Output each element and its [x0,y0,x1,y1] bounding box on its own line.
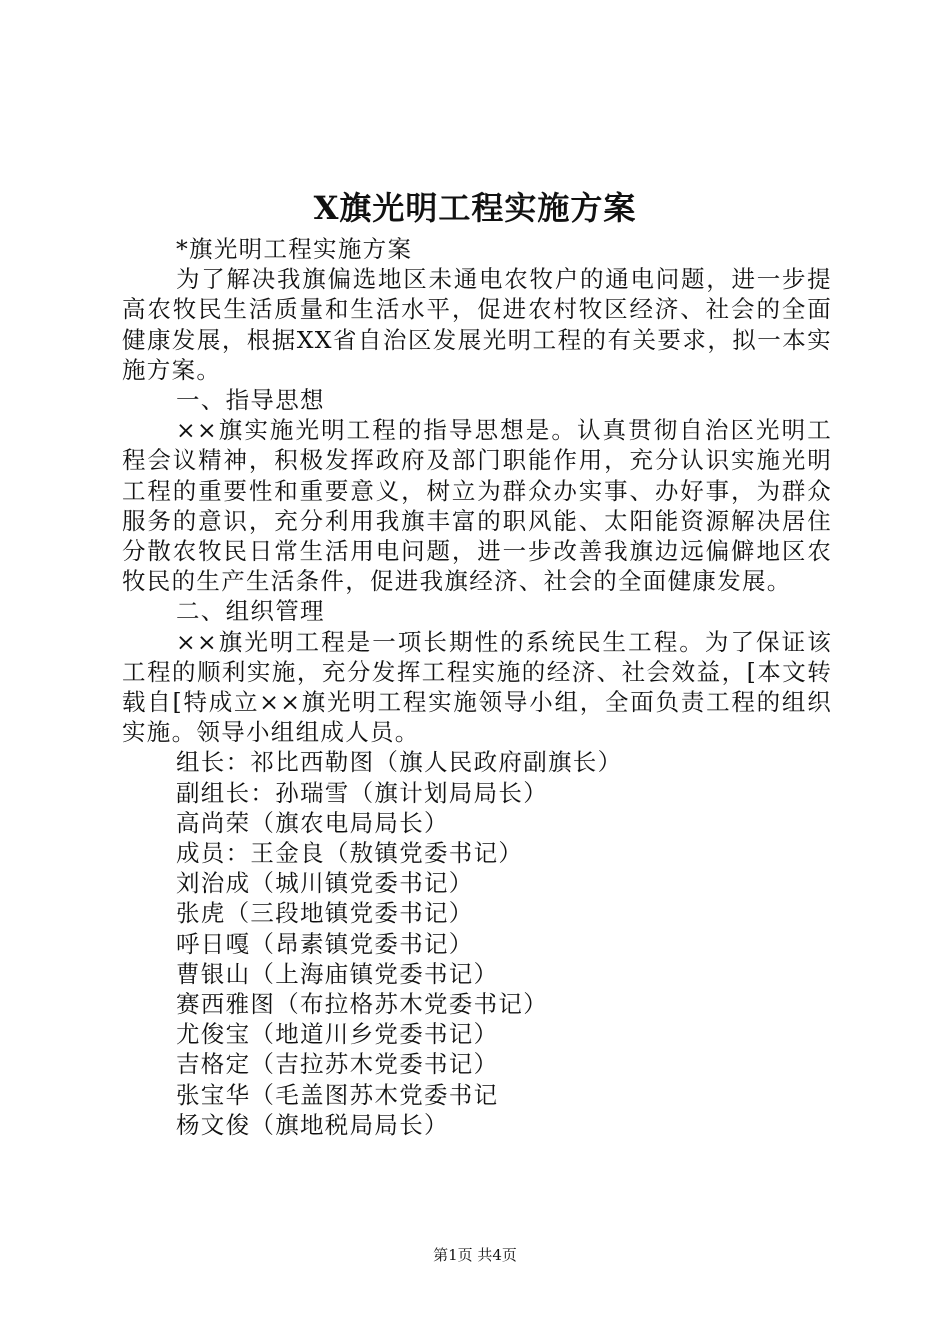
member-line: 组长：祁比西勒图（旗人民政府副旗长） [176,748,623,777]
page-footer: 第1页 共4页 [433,1246,517,1264]
document-title: X旗光明工程实施方案 [313,189,637,227]
member-line: 赛西雅图（布拉格苏木党委书记） [176,990,548,1019]
organization-paragraph: ××旗光明工程是一项长期性的系统民生工程。为了保证该工程的顺利实施，充分发挥工程实施的经济、社会效益，[本文转载自[特成立××旗光明工程实施领导小组，全面负责工程的组织实施。领导小组组成人员。 [122,627,832,747]
member-list [122,747,832,1140]
member-line: 尤俊宝（地道川乡党委书记） [176,1020,499,1049]
member-line: 呼日嘎（昂素镇党委书记） [176,929,474,958]
intro-paragraph: 为了解决我旗偏选地区未通电农牧户的通电问题，进一步提高农牧民生活质量和生活水平，促进农村牧区经济、社会的全面健康发展，根据XX省自治区发展光明工程的有关要求，拟一本实施方案。 [122,265,832,384]
section-heading-guiding-ideology: 一、指导思想 [176,386,325,415]
member-line: 刘治成（城川镇党委书记） [176,869,474,898]
member-line: 张虎（三段地镇党委书记） [176,899,474,928]
member-line: 曹银山（上海庙镇党委书记） [176,959,499,988]
guiding-ideology-paragraph: ××旗实施光明工程的指导思想是。认真贯彻自治区光明工程会议精神，积极发挥政府及部门职能作用，充分认识实施光明工程的重要性和重要意义，树立为群众办实事、办好事，为群众服务的意识，充分利用我旗丰富的职风能、太阳能资源解决居住分散农牧民日常生活用电问题，进一步改善我旗边远偏僻地区农牧民的生产生活条件，促进我旗经济、社会的全面健康发展。 [122,416,832,596]
section-heading-organization: 二、组织管理 [176,597,325,626]
member-line: 副组长：孙瑞雪（旗计划局局长） [176,778,548,807]
member-line: 张宝华（毛盖图苏木党委书记 [176,1080,499,1109]
member-line: 高尚荣（旗农电局局长） [176,808,449,837]
document-body [122,234,832,1140]
member-line: 吉格定（吉拉苏木党委书记） [176,1050,499,1079]
member-line: 杨文俊（旗地税局局长） [176,1110,449,1139]
document-subtitle: *旗光明工程实施方案 [176,235,413,263]
member-line: 成员：王金良（敖镇党委书记） [176,839,524,868]
